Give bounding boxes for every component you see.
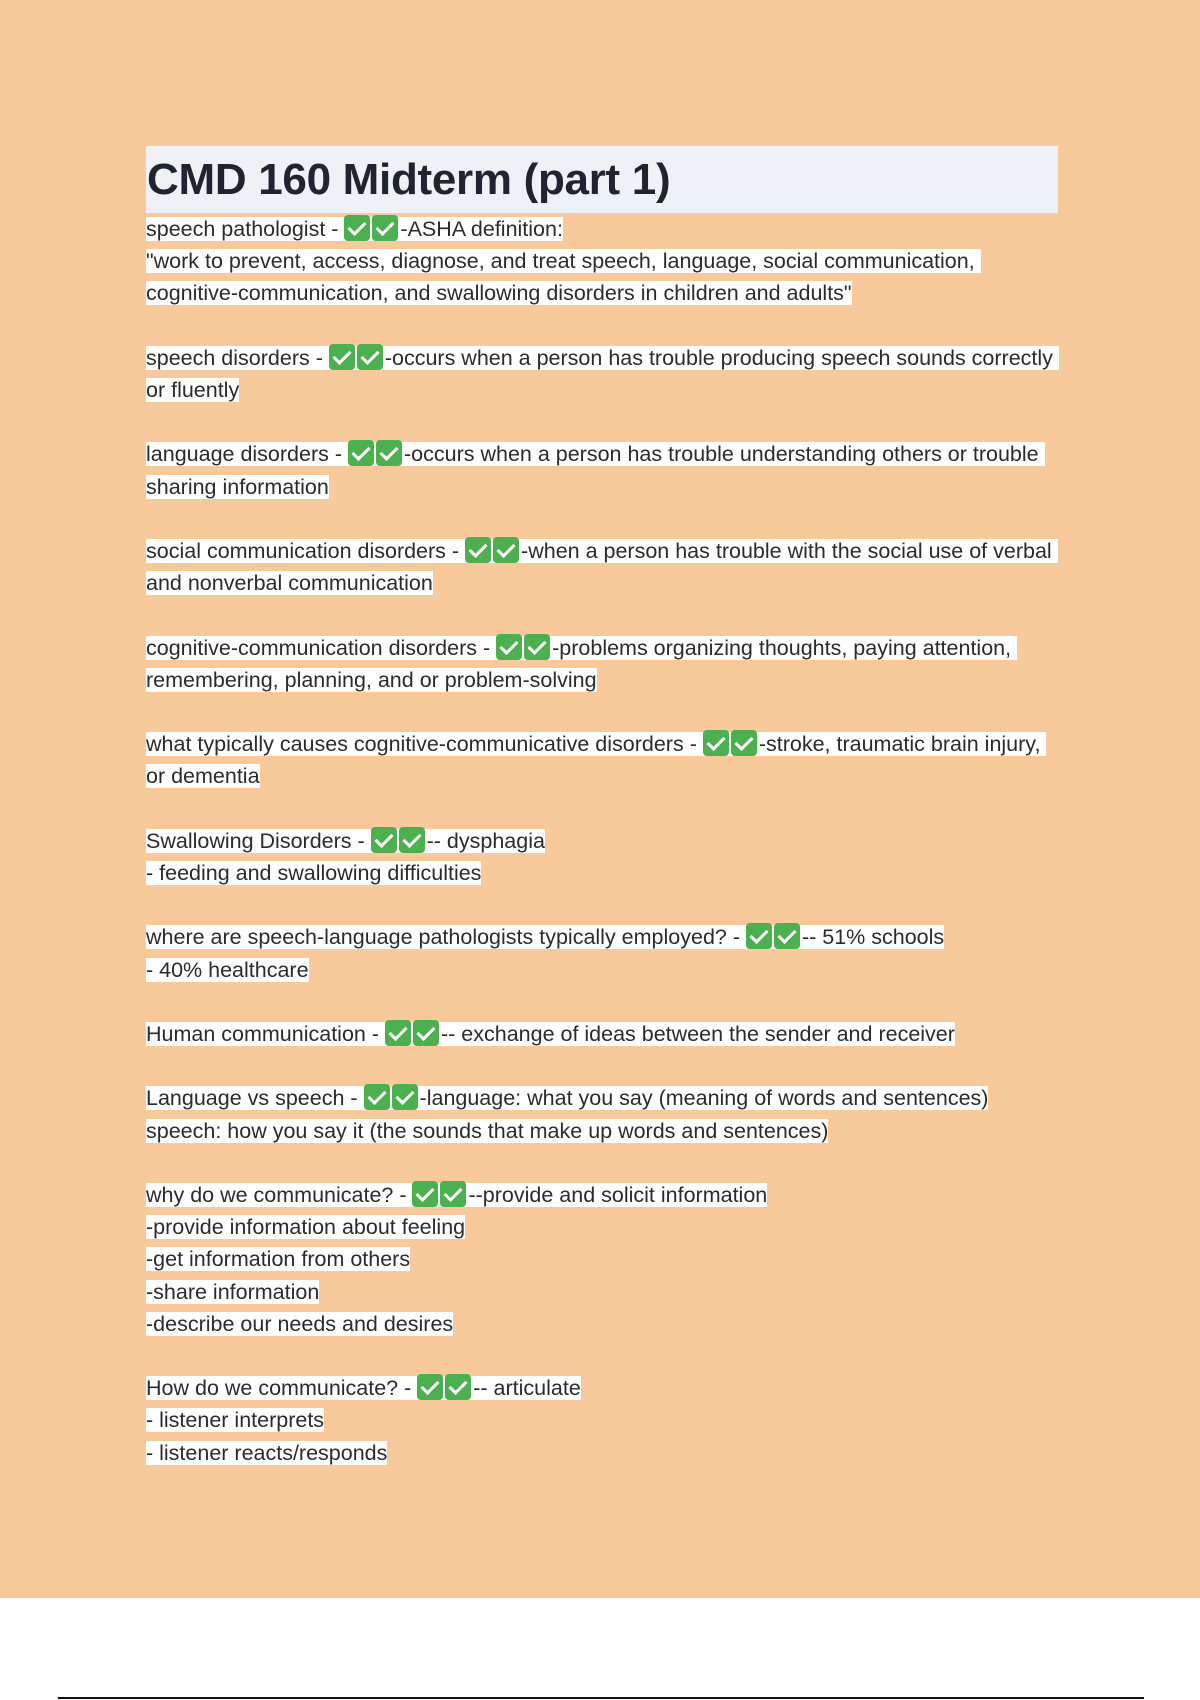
check-mark-icon: [493, 537, 519, 563]
check-mark-icon: [376, 440, 402, 466]
flashcard-definition: -problems organizing thoughts, paying attention, remembering, planning, and or problem-solving: [146, 635, 1018, 692]
check-mark-icon: [703, 730, 729, 756]
document-title: CMD 160 Midterm (part 1): [147, 154, 671, 204]
term-separator: -: [393, 1182, 413, 1207]
flashcard-text: [146, 1183, 767, 1336]
term-separator: -: [726, 925, 746, 950]
term-separator: -: [365, 1021, 385, 1046]
title-bar: [146, 146, 1058, 213]
check-mark-icon: [417, 1374, 443, 1400]
flashcard-item: [146, 1082, 1058, 1146]
flashcard-item: [146, 213, 1058, 310]
flashcard-term: Human communication: [146, 1021, 366, 1046]
check-mark-icon: [371, 827, 397, 853]
flashcard-item: [146, 825, 1058, 889]
check-mark-icon: [329, 344, 355, 370]
term-separator: -: [445, 538, 466, 563]
check-mark-icon: [372, 215, 398, 241]
flashcard-text: [146, 1022, 955, 1046]
flashcard-term: where are speech-language pathologists typically employed?: [146, 925, 727, 950]
flashcard-term: cognitive-communication disorders: [146, 635, 478, 660]
flashcard-term: How do we communicate?: [146, 1376, 399, 1401]
check-mark-icon: [746, 923, 772, 949]
check-mark-icon: [348, 440, 374, 466]
flashcard-text: [146, 539, 1058, 595]
flashcard-definition: -when a person has trouble with the social use of verbal and nonverbal communication: [146, 538, 1058, 596]
flashcard-definition: -- articulate - listener interprets - listener reacts/responds: [146, 1376, 581, 1465]
check-mark-icon: [392, 1084, 418, 1110]
flashcard-term: speech pathologist: [146, 217, 326, 241]
flashcard-text: [146, 346, 1059, 402]
flashcard-text: [146, 1086, 988, 1142]
footer-divider: [58, 1697, 1144, 1699]
term-separator: -: [309, 345, 329, 370]
flashcard-term: Language vs speech: [146, 1086, 345, 1111]
check-mark-icon: [344, 215, 370, 241]
term-separator: -: [351, 828, 371, 853]
flashcard-definition: -stroke, traumatic brain injury, or dementia: [146, 732, 1047, 789]
flashcard-term: what typically causes cognitive-communicative disorders: [146, 732, 684, 757]
flashcard-item: [146, 438, 1058, 502]
flashcard-definition: -occurs when a person has trouble understanding others or trouble sharing information: [146, 442, 1045, 499]
flashcard-text: [146, 636, 1017, 692]
check-mark-icon: [357, 344, 383, 370]
flashcard-term: social communication disorders: [146, 538, 446, 563]
check-mark-icon: [774, 923, 800, 949]
flashcard-definition: -ASHA definition: "work to prevent, access, diagnose, and treat speech, language, social communication, cognitive-communication, and swallowing disorders in children and adults": [146, 217, 975, 306]
term-separator: -: [683, 732, 703, 757]
flashcard-term: speech disorders: [146, 345, 310, 370]
flashcard-item: [146, 632, 1058, 696]
check-mark-icon: [440, 1181, 466, 1207]
flashcard-text: [146, 732, 1046, 788]
check-mark-icon: [364, 1084, 390, 1110]
term-separator: -: [328, 442, 348, 467]
flashcard-term: language disorders: [146, 442, 329, 467]
flashcard-definition: -occurs when a person has trouble producing speech sounds correctly or fluently: [146, 345, 1059, 402]
check-mark-icon: [465, 537, 491, 563]
document-content: [146, 146, 1058, 1501]
flashcard-item: [146, 535, 1058, 599]
check-mark-icon: [524, 634, 550, 660]
flashcard-term: why do we communicate?: [146, 1182, 394, 1207]
flashcard-item: [146, 1179, 1058, 1340]
flashcard-item: [146, 342, 1058, 406]
flashcard-item: [146, 1018, 1058, 1050]
flashcard-list: [146, 213, 1058, 1469]
flashcard-term: Swallowing Disorders: [146, 828, 352, 853]
flashcard-text: [146, 925, 944, 981]
check-mark-icon: [445, 1374, 471, 1400]
flashcard-definition: -- dysphagia - feeding and swallowing difficulties: [146, 828, 545, 885]
flashcard-item: [146, 921, 1058, 985]
flashcard-text: [146, 442, 1045, 498]
check-mark-icon: [385, 1020, 411, 1046]
term-separator: -: [325, 217, 345, 241]
check-mark-icon: [413, 1020, 439, 1046]
flashcard-item: [146, 728, 1058, 792]
check-mark-icon: [496, 634, 522, 660]
term-separator: -: [477, 635, 497, 660]
check-mark-icon: [412, 1181, 438, 1207]
flashcard-text: [146, 1376, 581, 1464]
flashcard-definition: -- exchange of ideas between the sender and receiver: [440, 1021, 955, 1046]
flashcard-text: [146, 829, 545, 885]
term-separator: -: [344, 1086, 364, 1111]
check-mark-icon: [399, 827, 425, 853]
flashcard-definition: -- 51% schools - 40% healthcare: [146, 925, 945, 982]
check-mark-icon: [731, 730, 757, 756]
flashcard-item: [146, 1372, 1058, 1469]
term-separator: -: [398, 1376, 418, 1401]
flashcard-definition: -language: what you say (meaning of words and sentences) speech: how you say it (the sounds that make up words and sentences): [146, 1086, 989, 1143]
flashcard-text: [146, 217, 981, 305]
flashcard-definition: --provide and solicit information -provide information about feeling -get information from others -share information -describe our needs and desires: [146, 1182, 768, 1336]
